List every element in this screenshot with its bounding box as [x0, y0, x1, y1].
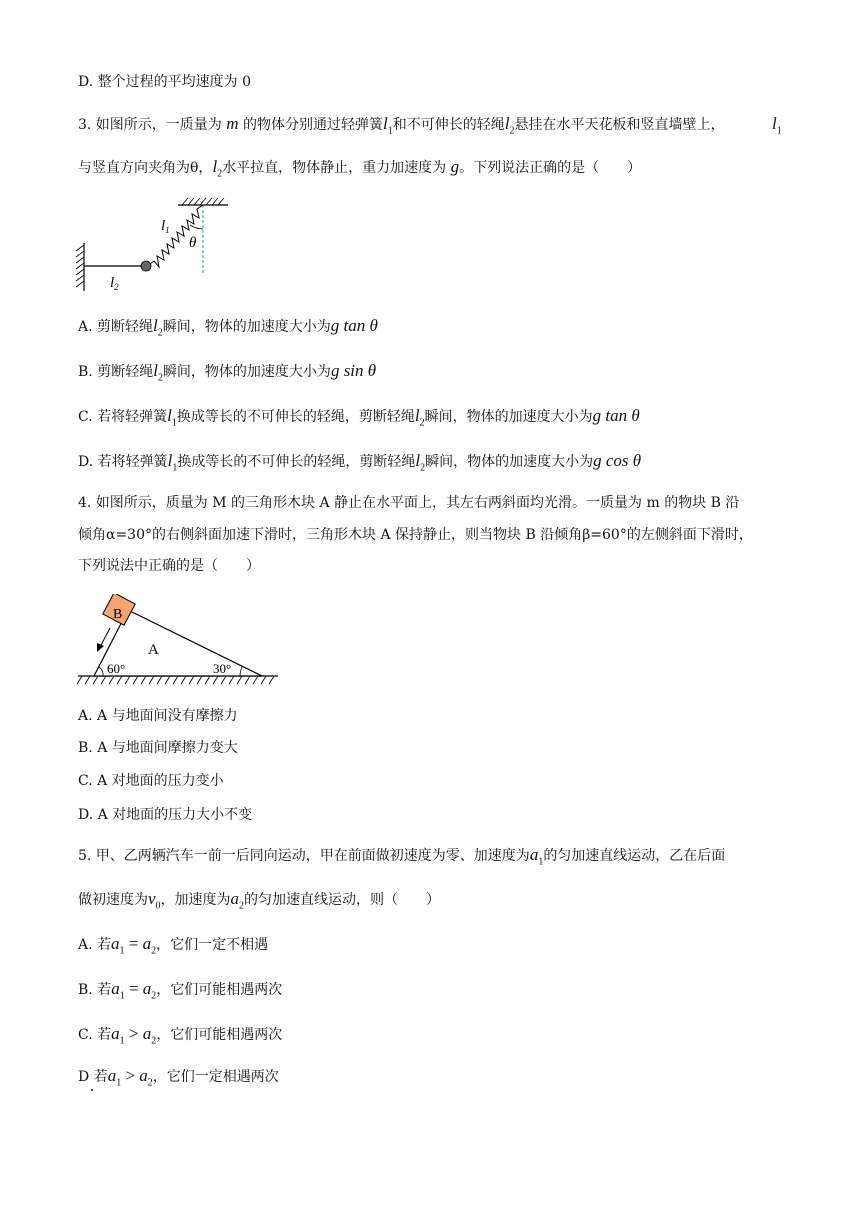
q5-option-a: A. 若$a_1 = a_2$，它们一定不相遇	[78, 934, 269, 957]
q4-option-b: B. A 与地面间摩擦力变大	[78, 740, 238, 756]
q3-stem-line2: 与竖直方向夹角为θ，$l_2$水平拉直，物体静止，重力加速度为 g。下列说法正确的是（ ）	[78, 157, 642, 180]
q5-option-c: C. 若$a_1 > a_2$，它们可能相遇两次	[78, 1024, 283, 1047]
q5-stem-line2: 做初速度为$v_0$，加速度为$a_2$的匀加速直线运动，则（ ）	[78, 889, 441, 912]
q5-stem-line1: 5. 甲、乙两辆汽车一前一后同向运动，甲在前面做初速度为零、加速度为$a_1$的匀加速直线运动，乙在后面	[78, 845, 726, 868]
q5-option-b: B. 若$a_1 = a_2$，它们可能相遇两次	[78, 979, 283, 1002]
q3-figure-l1-label: $l_1$	[161, 218, 170, 235]
q2-option-d: D. 整个过程的平均速度为 0	[78, 74, 251, 90]
q4-option-c: C. A 对地面的压力变小	[78, 773, 224, 789]
q5-option-d: D 若$a_1 > a_2$，它们一定相遇两次	[78, 1066, 279, 1089]
q3-figure-l2-label: $l_2$	[110, 275, 119, 292]
q4-stem-line2: 倾角α=30°的右侧斜面加速下滑时，三角形木块 A 保持静止，则当物块 B 沿倾角β=60°的左侧斜面下滑时，	[78, 527, 753, 543]
q4-wedge-figure	[76, 594, 281, 689]
q5-option-d-stray-dot	[91, 1089, 93, 1091]
q3-option-d: D. 若将轻弹簧$l_1$换成等长的不可伸长的轻绳，剪断轻绳$l_2$瞬间，物体的加速度大小为g cos θ	[78, 451, 642, 474]
q3-spring-rope-figure	[70, 195, 240, 295]
q4-stem-line1: 4. 如图所示，质量为 M 的三角形木块 A 静止在水平面上，其左右两斜面均光滑。一质量为 m 的物块 B 沿	[78, 495, 740, 511]
q3-option-c: C. 若将轻弹簧$l_1$换成等长的不可伸长的轻绳，剪断轻绳$l_2$瞬间，物体的加速度大小为g tan θ	[78, 406, 640, 429]
q4-stem-line3: 下列说法中正确的是（ ）	[78, 558, 260, 574]
q4-figure-angle-30: 30°	[213, 661, 232, 676]
q4-option-d: D. A 对地面的压力大小不变	[78, 807, 253, 823]
q3-stem-line1: 3. 如图所示，一质量为 m 的物体分别通过轻弹簧$l_1$和不可伸长的轻绳$l_2$悬挂在水平天花板和竖直墙壁上， $l_1$	[78, 114, 782, 137]
q4-figure-block-b-label: B	[113, 607, 123, 622]
q3-option-b: B. 剪断轻绳$l_2$瞬间，物体的加速度大小为g sin θ	[78, 361, 377, 384]
q4-figure-wedge-a-label: A	[148, 642, 159, 658]
q4-figure-angle-60: 60°	[107, 661, 126, 676]
q3-figure-theta-label: θ	[189, 235, 197, 251]
q4-option-a: A. A 与地面间没有摩擦力	[78, 708, 238, 724]
q3-option-a: A. 剪断轻绳$l_2$瞬间，物体的加速度大小为g tan θ	[78, 316, 378, 339]
